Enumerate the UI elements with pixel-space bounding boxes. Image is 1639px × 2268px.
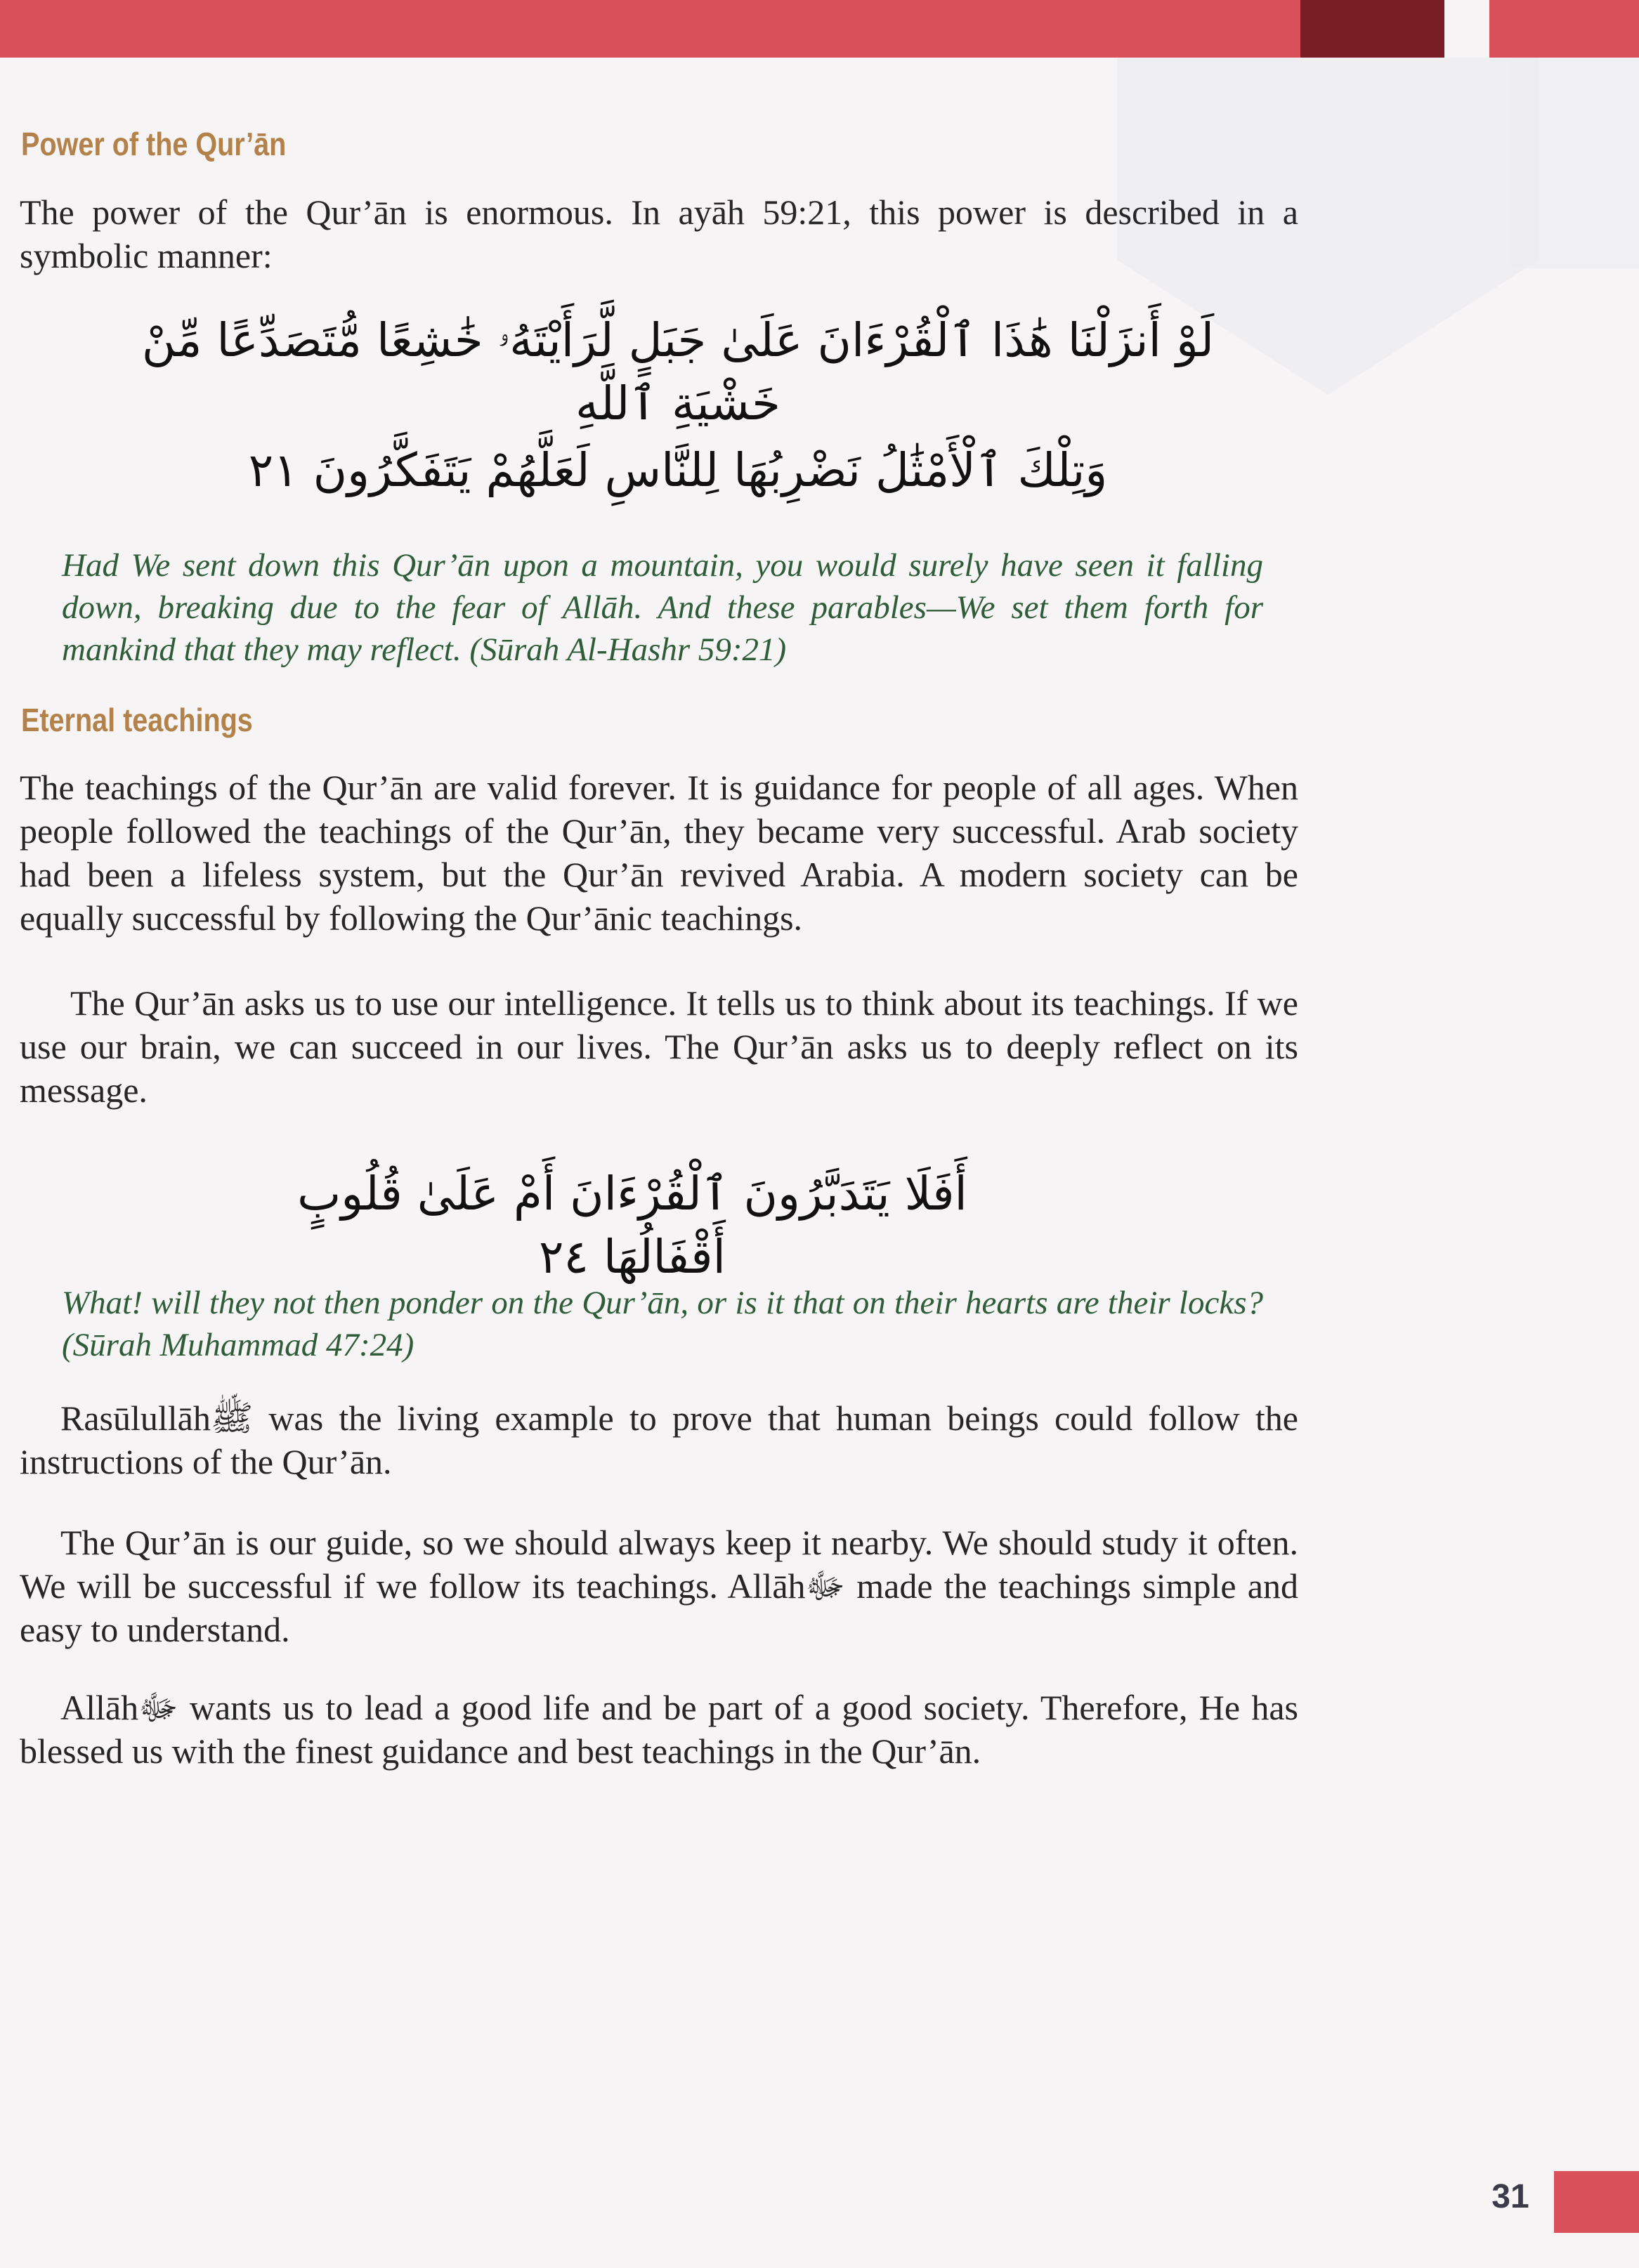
arabic-verse-47-24: أَفَلَا يَتَدَبَّرُونَ ٱلْقُرْءَانَ أَمْ عَلَىٰ قُلُوبٍ أَقْفَالُهَا ٢٤	[297, 1167, 967, 1284]
arabic-verse-59-21-line1: لَوْ أَنزَلْنَا هَٰذَا ٱلْقُرْءَانَ عَلَىٰ جَبَلٍ لَّرَأَيْتَهُۥ خَٰشِعًا مُّتَصَدِّعًا مِّنْ خَشْيَةِ ٱللَّهِ	[141, 313, 1215, 431]
footer-accent-bar	[1554, 2171, 1639, 2233]
section-heading-eternal: Eternal teachings	[21, 702, 253, 738]
top-accent-block	[1300, 0, 1444, 58]
paragraph-eternal-1: The teachings of the Qur’ān are valid forever. It is guidance for people of all ages. When people followed the teachings of the Qur’ān, they became very successful. Arab society had been a lifeless system, but the Qur’ān revived Arabia. A modern society can be equally successful by following the Qur’ānic teachings.	[20, 768, 1298, 938]
page-number: 31	[1491, 2178, 1529, 2215]
paragraph-power: The power of the Qur’ān is enormous. In ayāh 59:21, this power is described in a symbolic manner:	[20, 192, 1298, 275]
arabic-verse-59-21-line2: وَتِلْكَ ٱلْأَمْثَٰلُ نَضْرِبُهَا لِلنَّاسِ لَعَلَّهُمْ يَتَفَكَّرُونَ ٢١	[248, 443, 1108, 497]
paragraph-eternal-4: The Qur’ān is our guide, so we should always keep it nearby. We should study it often. We will be successful if we follow its teachings. Allāhﷻ made the teachings simple and easy to understand.	[20, 1523, 1298, 1649]
paragraph-eternal-5: Allāhﷻ wants us to lead a good life and be part of a good society. Therefore, He has blessed us with the finest guidance and best teachings in the Qur’ān.	[20, 1688, 1298, 1771]
paragraph-eternal-2: The Qur’ān asks us to use our intelligence. It tells us to think about its teachings. If we use our brain, we can succeed in our lives. The Qur’ān asks us to deeply reflect on its message.	[20, 983, 1298, 1110]
top-accent-gap	[1444, 0, 1489, 58]
section-heading-power: Power of the Qur’ān	[21, 126, 287, 162]
paragraph-eternal-3: Rasūlullāhﷺ was the living example to prove that human beings could follow the instructions of the Qur’ān.	[20, 1398, 1298, 1481]
background-shape-right	[1510, 58, 1639, 268]
translation-47-24: What! will they not then ponder on the Qur’ān, or is it that on their hearts are their locks? (Sūrah Muhammad 47:24)	[62, 1285, 1263, 1363]
translation-59-21: Had We sent down this Qur’ān upon a mountain, you would surely have seen it falling down, breaking due to the fear of Allāh. And these parables—We set them forth for mankind that they may reflect. (Sūrah Al-Hashr 59:21)	[62, 547, 1263, 668]
